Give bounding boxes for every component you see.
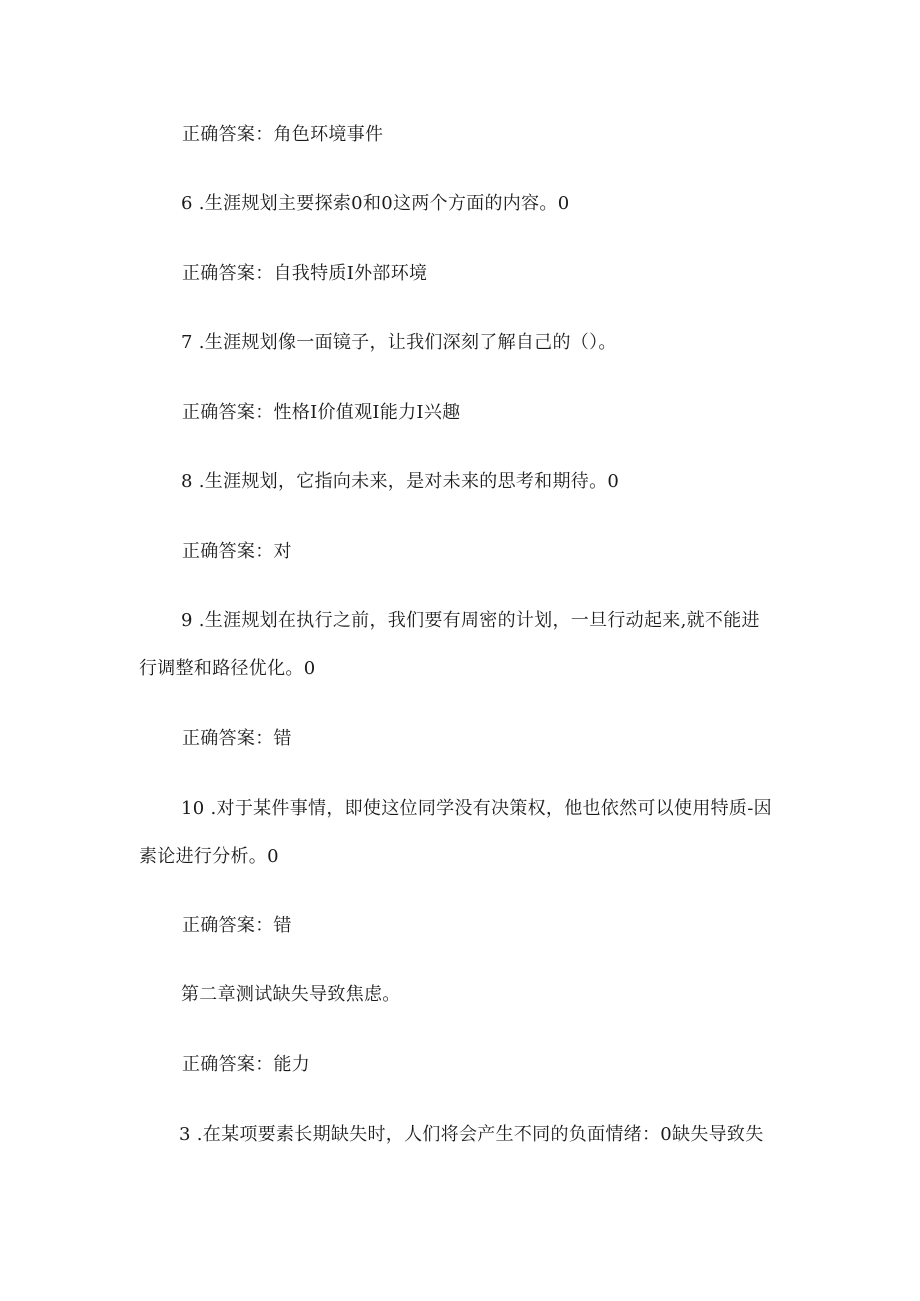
question-continuation: 素论进行分析。0: [139, 846, 279, 867]
question-text: .生涯规划像一面镜子，让我们深刻了解自己的（）。: [198, 332, 617, 353]
answer-line: 正确答案：错: [182, 728, 292, 749]
chapter-heading: 第二章测试缺失导致焦虑。: [181, 984, 401, 1005]
question-text: .生涯规划在执行之前，我们要有周密的计划，一旦行动起来,就不能进: [198, 610, 760, 631]
answer-line: 正确答案：能力: [182, 1054, 311, 1075]
answer-line: 正确答案：角色环境事件: [182, 124, 384, 145]
answer-line: 正确答案：错: [182, 915, 292, 936]
answer-line: 正确答案：性格I价值观I能力I兴趣: [182, 402, 461, 423]
question-line: [181, 192, 569, 216]
question-line: [181, 797, 772, 821]
question-line: [179, 1123, 764, 1147]
question-line: [181, 470, 619, 494]
question-number: 7: [181, 332, 193, 353]
question-text: .在某项要素长期缺失时，人们将会产生不同的负面情绪：0缺失导致失: [196, 1124, 764, 1145]
question-continuation: 行调整和路径优化。0: [139, 658, 316, 679]
question-line: [181, 609, 760, 633]
question-text: .生涯规划主要探索0和0这两个方面的内容。0: [198, 193, 570, 214]
question-line: [181, 331, 617, 355]
question-number: 9: [181, 610, 193, 631]
question-number: 10: [181, 798, 205, 819]
answer-line: 正确答案：自我特质I外部环境: [182, 263, 428, 284]
question-number: 8: [181, 471, 193, 492]
question-text: .生涯规划，它指向未来，是对未来的思考和期待。0: [198, 471, 620, 492]
question-text: .对于某件事情，即使这位同学没有决策权，他也依然可以使用特质-因: [210, 798, 772, 819]
question-number: 6: [181, 193, 193, 214]
question-number: 3: [179, 1124, 191, 1145]
answer-line: 正确答案：对: [182, 541, 292, 562]
